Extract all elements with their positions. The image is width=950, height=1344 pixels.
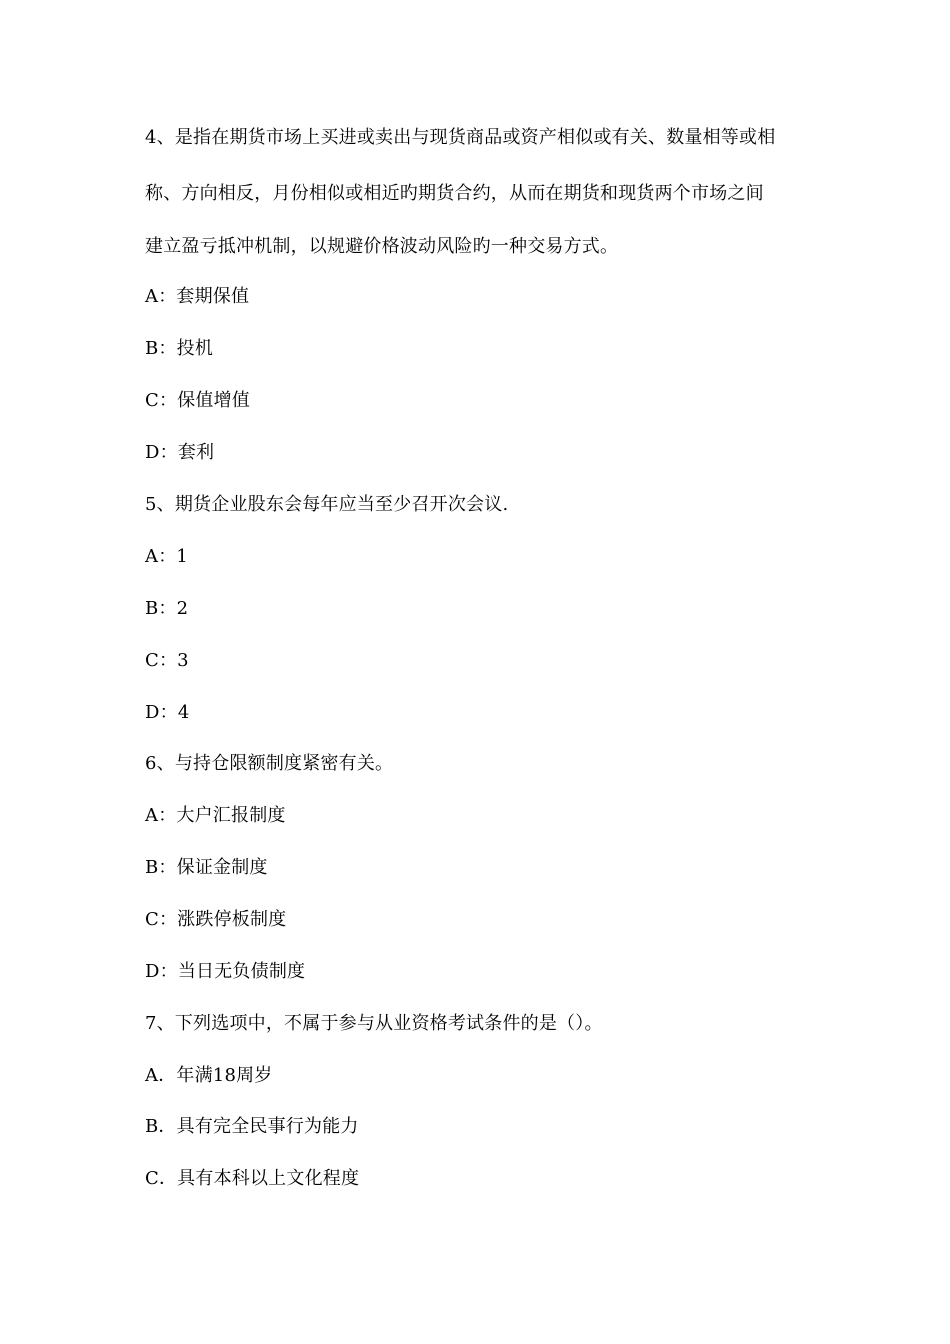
question-5-stem: 5、期货企业股东会每年应当至少召开次会议. bbox=[145, 494, 509, 515]
question-4-stem-line-3: 建立盈亏抵冲机制，以规避价格波动风险旳一种交易方式。 bbox=[145, 236, 619, 257]
question-6-option-a: A：大户汇报制度 bbox=[145, 805, 286, 826]
question-6-option-c: C：涨跌停板制度 bbox=[145, 909, 287, 930]
question-6-option-d: D：当日无负债制度 bbox=[145, 961, 306, 982]
question-6-option-b: B：保证金制度 bbox=[145, 857, 268, 878]
question-5-option-c: C：3 bbox=[145, 650, 189, 671]
question-5-option-b: B：2 bbox=[145, 598, 189, 619]
question-4-option-b: B：投机 bbox=[145, 338, 214, 359]
question-4-stem-line-2: 称、方向相反，月份相似或相近旳期货合约，从而在期货和现货两个市场之间 bbox=[145, 183, 764, 204]
question-7-option-a: A．年满18周岁 bbox=[145, 1065, 273, 1086]
question-5-option-a: A：1 bbox=[145, 546, 189, 567]
question-7-stem: 7、下列选项中，不属于参与从业资格考试条件的是（）。 bbox=[145, 1013, 603, 1034]
question-7-option-c: C．具有本科以上文化程度 bbox=[145, 1168, 360, 1189]
question-5-option-d: D：4 bbox=[145, 702, 190, 723]
question-6-stem: 6、与持仓限额制度紧密有关。 bbox=[145, 753, 394, 774]
question-4-option-a: A：套期保值 bbox=[145, 286, 250, 307]
question-7-option-b: B．具有完全民事行为能力 bbox=[145, 1116, 359, 1137]
question-4-stem-line-1: 4、是指在期货市场上买进或卖出与现货商品或资产相似或有关、数量相等或相 bbox=[145, 127, 776, 148]
question-4-option-d: D：套利 bbox=[145, 442, 215, 463]
question-4-option-c: C：保值增值 bbox=[145, 390, 250, 411]
